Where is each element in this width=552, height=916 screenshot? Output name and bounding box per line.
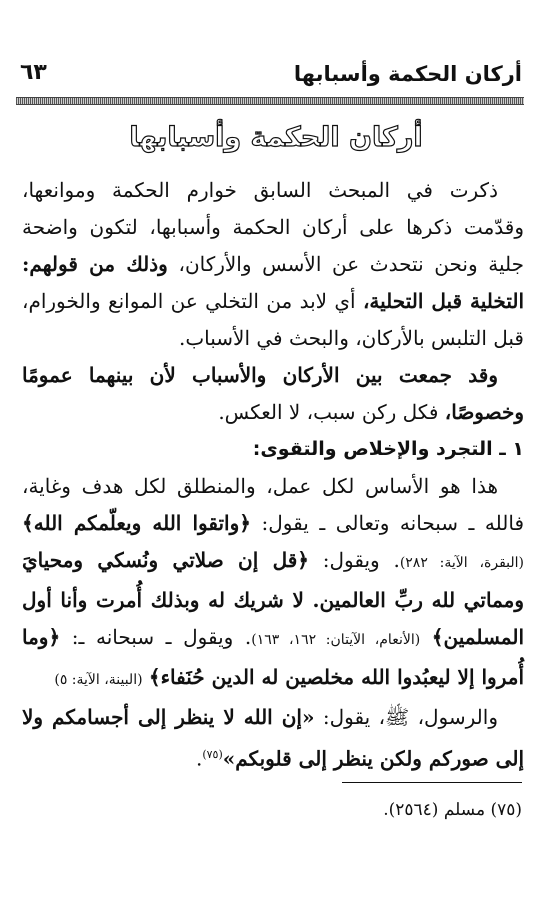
citation-1: (البقرة، الآية: ٢٨٢) <box>399 555 524 571</box>
page-number: ٦٣ <box>20 60 47 85</box>
footnote-reference: (٧٥) <box>202 748 223 761</box>
citation-3: (البينة، الآية: ٥) <box>54 672 143 688</box>
paragraph-4-start: والرسول، ﷺ، يقول: <box>322 705 498 729</box>
body-text <box>22 172 524 778</box>
chapter-title: أركان الحكمة وأسبابها <box>129 122 423 153</box>
header-rule <box>16 97 524 105</box>
running-title: أركان الحكمة وأسبابها <box>293 62 522 86</box>
paragraph-1 <box>22 172 524 357</box>
paragraph-2 <box>22 357 524 431</box>
section-heading: ١ ـ التجرد والإخلاص والتقوى: <box>252 438 524 460</box>
citation-2: (الأنعام، الآيتان: ١٦٢، ١٦٣) <box>251 632 421 648</box>
quran-quote-3: ﴿وما أُمروا إلا ليعبُدوا الله مخلصين له الدين حُنَفاء﴾ <box>22 625 524 689</box>
quran-quote-1: ﴿واتقوا الله ويعلّمكم الله﴾ <box>22 511 251 535</box>
paragraph-3 <box>22 468 524 699</box>
paragraph-3-says-2: . ويقول ـ سبحانه ـ: <box>71 625 252 649</box>
hadith-quote: «إن الله لا ينظر إلى أجسامكم ولا إلى صوركم ولكن ينظر إلى قلوبكم» <box>22 705 524 771</box>
paragraph-3-says: . ويقول: <box>322 548 400 572</box>
paragraph-4: والرسول، ﷺ، يقول: «إن الله لا ينظر إلى أجسامكم ولا إلى صوركم ولكن ينظر إلى قلوبكم»$^{(٧٥)}$. <box>22 705 524 771</box>
paragraph-2-bold: وقد جمعت بين الأركان والأسباب لأن بينهما عمومًا وخصوصًا، <box>22 363 524 424</box>
paragraph-1-end: أي لابد من التخلي عن الموانع والخورام، قبل التلبس بالأركان، والبحث في الأسباب. <box>22 289 524 350</box>
running-header <box>20 58 522 98</box>
paragraph-2-end: فكل ركن سبب، لا العكس. <box>218 400 439 424</box>
footnote-rule <box>342 782 522 783</box>
paragraph-1-text: ذكرت في المبحث السابق خوارم الحكمة وموانعها، وقدّمت ذكرها على أركان الحكمة وأسبابها، لتكون واضحة جلية ونحن نتحدث عن الأسس والأركان، <box>22 178 525 276</box>
footnote: (٧٥) مسلم (٢٥٦٤). <box>383 800 522 820</box>
paragraph-3-start: هذا هو الأساس لكل عمل، والمنطلق لكل هدف وغاية، فالله ـ سبحانه وتعالى ـ يقول: <box>22 474 525 535</box>
quran-quote-2: ﴿قل إن صلاتي ونُسكي ومحيايَ ومماتي لله ربِّ العالمين. لا شريك له وبذلك أُمرت وأنا أول المسلمين﴾ <box>22 548 525 649</box>
paragraph-1-bold: وذلك من قولهم: التخلية قبل التحلية، <box>22 252 525 313</box>
